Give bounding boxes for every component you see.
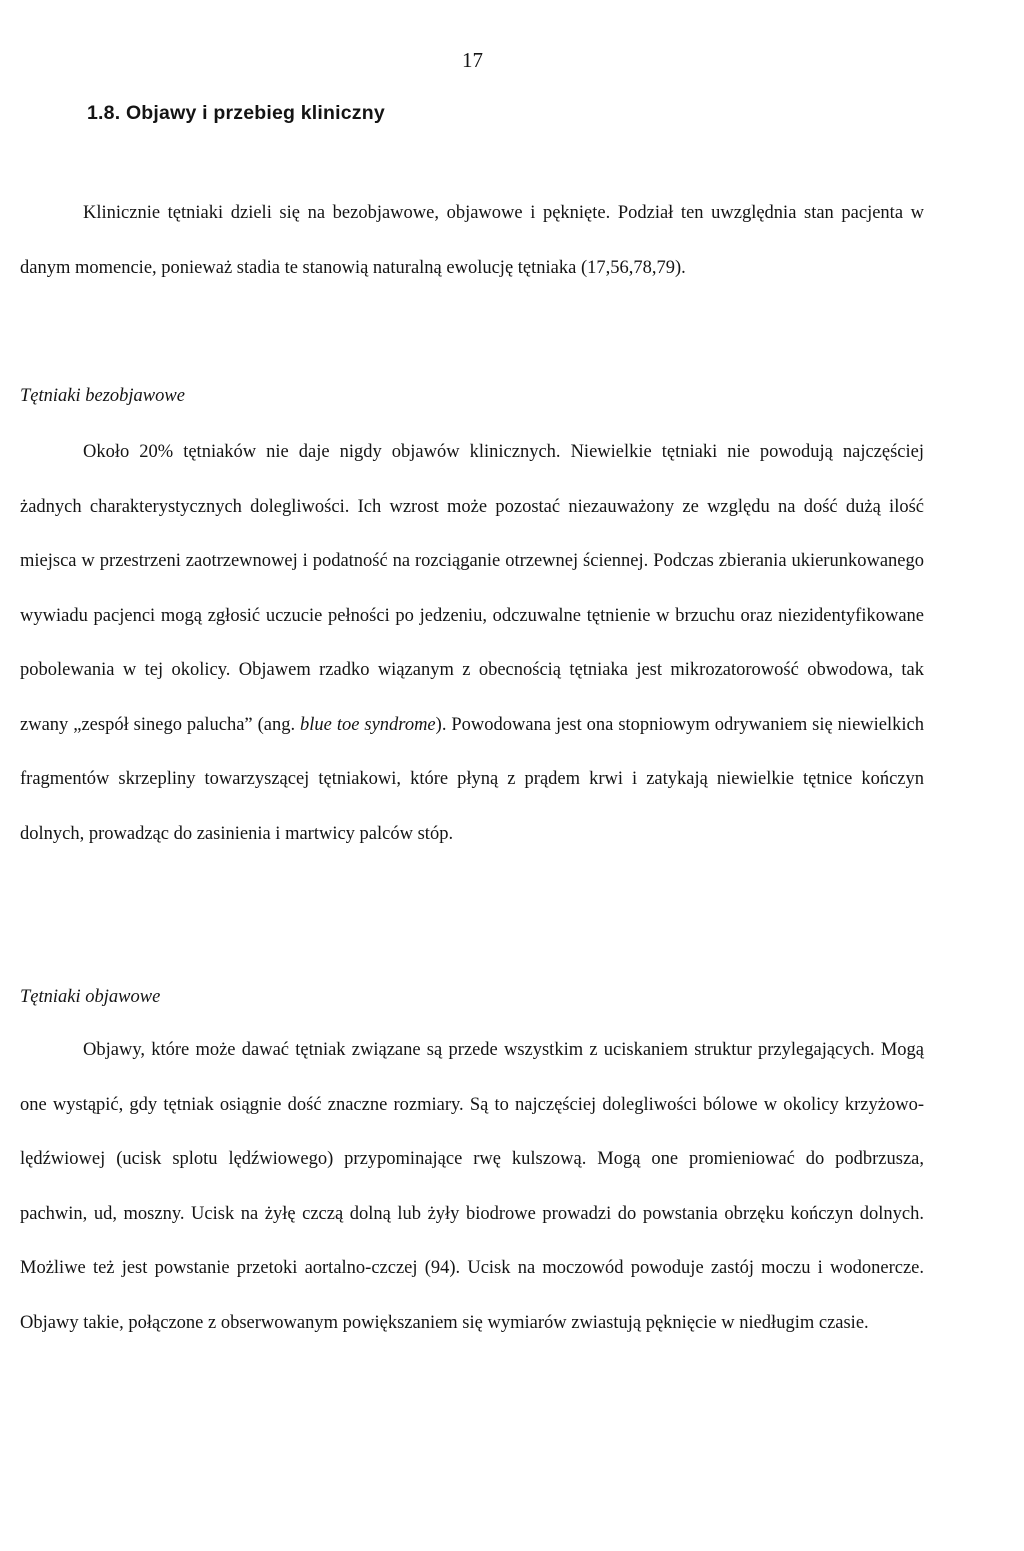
symptomatic-paragraph: Objawy, które może dawać tętniak związane są przede wszystkim z uciskaniem struktur przylegających. Mogą one wystąpić, gdy tętniak osiągnie dość znaczne rozmiary. Są to najczęściej dolegliwości bólowe w okolicy krzyżowo-lędźwiowej (ucisk splotu lędźwiowego) przypominające rwę kulszową. Mogą one promieniować do podbrzusza, pachwin, ud, moszny. Ucisk na żyłę czczą dolną lub żyły biodrowe prowadzi do powstania obrzęku kończyn dolnych. Możliwe też jest powstanie przetoki aortalno-czczej (94). Ucisk na moczowód powoduje zastój moczu i wodonercze. Objawy takie, połączone z obserwowanym powiększaniem się wymiarów zwiastują pęknięcie w niedługim czasie. bbox=[20, 1040, 924, 1333]
intro-block bbox=[20, 186, 924, 295]
symptomatic-heading-block bbox=[20, 970, 924, 1025]
intro-paragraph: Klinicznie tętniaki dzieli się na bezobjawowe, objawowe i pęknięte. Podział ten uwzględnia stan pacjenta w danym momencie, ponieważ stadia te stanowią naturalną ewolucję tętniaka (17,56,78,79). bbox=[20, 203, 924, 278]
symptomatic-block bbox=[20, 1023, 924, 1350]
asymptomatic-heading-block bbox=[20, 369, 924, 424]
asymptomatic-text-part-1: Około 20% tętniaków nie daje nigdy objawów klinicznych. Niewielkie tętniaki nie powodują najczęściej żadnych charakterystycznych dolegliwości. Ich wzrost może pozostać niezauważony ze względu na dość dużą ilość miejsca w przestrzeni zaotrzewnowej i podatność na rozciąganie otrzewnej ściennej. Podczas zbierania ukierunkowanego wywiadu pacjenci mogą zgłosić uczucie pełności po jedzeniu, odczuwalne tętnienie w brzuchu oraz niezidentyfikowane pobolewania w tej okolicy. Objawem rzadko wiązanym z obecnością tętniaka jest mikrozatorowość obwodowa, tak zwany „zespół sinego palucha” (ang. bbox=[20, 442, 924, 735]
asymptomatic-paragraph bbox=[20, 425, 924, 861]
asymptomatic-heading: Tętniaki bezobjawowe bbox=[20, 386, 185, 406]
asymptomatic-term: blue toe syndrome bbox=[300, 714, 436, 735]
asymptomatic-text-part-2: ). Powodowana jest ona stopniowym odrywaniem się niewielkich fragmentów skrzepliny towarzyszącej tętniakowi, które płyną z prądem krwi i zatykają niewielkie tętnice kończyn dolnych, prowadząc do zasinienia i martwicy palców stóp. bbox=[20, 714, 924, 844]
asymptomatic-block bbox=[20, 425, 924, 861]
page-number: 17 bbox=[462, 48, 483, 72]
section-heading: 1.8. Objawy i przebieg kliniczny bbox=[87, 102, 385, 124]
symptomatic-heading: Tętniaki objawowe bbox=[20, 987, 161, 1007]
